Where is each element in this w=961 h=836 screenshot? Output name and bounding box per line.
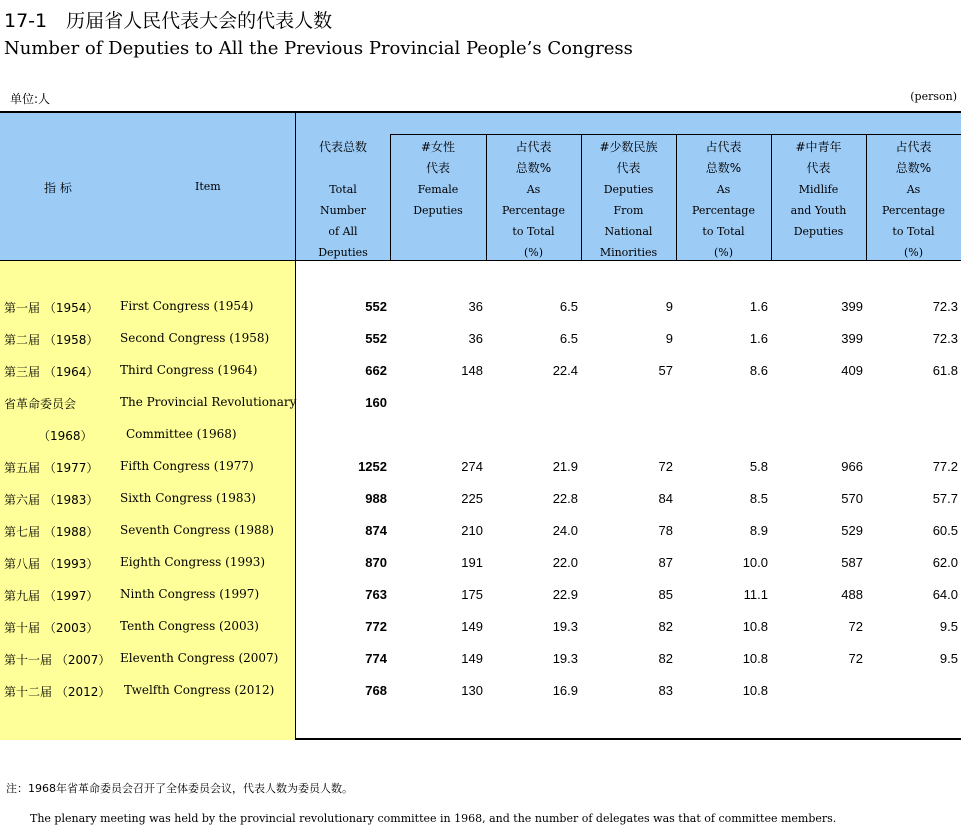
header-indicator-cn: 指 标 (44, 181, 72, 195)
cell-value: 10.0 (742, 555, 768, 570)
column-header-cn: #少数民族 (599, 140, 658, 154)
cell-value: 6.5 (559, 331, 578, 346)
cell-value: 966 (841, 459, 863, 474)
column-header-en: Deputies (413, 204, 463, 217)
cell-value: 57.7 (932, 491, 958, 506)
cell-value: 10.8 (742, 683, 768, 698)
column-header-en: Total (329, 183, 357, 196)
cell-value: 24.0 (552, 523, 578, 538)
column-header-en: to Total (512, 225, 555, 238)
table-row (0, 459, 961, 479)
column-header-en: Deputies (318, 246, 368, 259)
cell-value: 21.9 (552, 459, 578, 474)
column-header-cn: 代表 (806, 161, 831, 175)
column-header-en: to Total (702, 225, 745, 238)
column-header-en: Percentage (692, 204, 755, 217)
cell-value: 774 (365, 651, 387, 666)
column-header-en: Midlife (798, 183, 839, 196)
cell-value: 22.4 (552, 363, 578, 378)
cell-value: 6.5 (559, 299, 578, 314)
row-label-cn: 第六届 （1983） (4, 493, 99, 507)
cell-value: 8.6 (749, 363, 768, 378)
cell-value: 149 (461, 651, 483, 666)
column-header-en: Number (320, 204, 366, 217)
cell-value: 82 (658, 619, 673, 634)
column-header-en: Percentage (882, 204, 945, 217)
table-row (0, 651, 961, 671)
table-row (0, 395, 961, 415)
table-row (0, 683, 961, 703)
cell-value: 9 (665, 299, 673, 314)
table-row (0, 299, 961, 319)
cell-value: 11.1 (743, 587, 768, 602)
column-header-3 (486, 137, 581, 263)
cell-value: 72.3 (932, 331, 958, 346)
page-title-en: Number of Deputies to All the Previous Provincial People’s Congress (4, 38, 633, 59)
column-header-cn: 代表 (616, 161, 641, 175)
column-header-en: (%) (523, 246, 544, 259)
cell-value: 175 (461, 587, 483, 602)
row-label-en: Twelfth Congress (2012) (124, 683, 275, 697)
row-label-en: Sixth Congress (1983) (120, 491, 256, 505)
cell-value: 1.6 (749, 331, 768, 346)
cell-value: 36 (468, 299, 483, 314)
column-header-en: National (604, 225, 653, 238)
table-row (0, 427, 961, 447)
row-label-cn: 第五届 （1977） (4, 461, 99, 475)
cell-value: 85 (658, 587, 673, 602)
cell-value: 62.0 (932, 555, 958, 570)
cell-value: 9 (665, 331, 673, 346)
cell-value: 61.8 (932, 363, 958, 378)
row-label-cn: 第十一届 （2007） (4, 653, 111, 667)
cell-value: 10.8 (742, 651, 768, 666)
cell-value: 82 (658, 651, 673, 666)
column-header-en: As (526, 183, 541, 196)
cell-value: 16.9 (552, 683, 578, 698)
cell-value: 552 (365, 331, 387, 346)
cell-value: 160 (365, 395, 387, 410)
cell-value: 8.9 (749, 523, 768, 538)
cell-value: 870 (365, 555, 387, 570)
row-label-cn: 第十二届 （2012） (4, 685, 111, 699)
footnote-cn: 注：1968年省革命委员会召开了全体委员会议，代表人数为委员人数。 (6, 782, 353, 795)
column-header-en: of All (328, 225, 358, 238)
cell-value: 772 (365, 619, 387, 634)
row-label-cn: 第七届 （1988） (4, 525, 99, 539)
cell-value: 9.5 (939, 619, 958, 634)
row-label-en: Seventh Congress (1988) (120, 523, 274, 537)
cell-value: 19.3 (552, 651, 578, 666)
row-label-en: Eleventh Congress (2007) (120, 651, 279, 665)
cell-value: 225 (461, 491, 483, 506)
cell-value: 587 (841, 555, 863, 570)
cell-value: 72 (848, 619, 863, 634)
row-label-en: Eighth Congress (1993) (120, 555, 266, 569)
column-header-cn: #女性 (420, 140, 456, 154)
row-label-en: Third Congress (1964) (120, 363, 258, 377)
column-header-cn: 代表总数 (318, 140, 367, 154)
row-label-cn: 第九届 （1997） (4, 589, 99, 603)
cell-value: 988 (365, 491, 387, 506)
row-label-en: Committee (1968) (126, 427, 237, 441)
cell-value: 409 (841, 363, 863, 378)
column-header-2 (390, 137, 486, 221)
table-row (0, 331, 961, 351)
cell-value: 22.8 (552, 491, 578, 506)
row-label-en: Fifth Congress (1977) (120, 459, 254, 473)
cell-value: 8.5 (749, 491, 768, 506)
column-header-en: Deputies (793, 225, 844, 238)
column-header-en: Deputies (603, 183, 654, 196)
cell-value: 77.2 (932, 459, 958, 474)
row-label-cn: 第八届 （1993） (4, 557, 99, 571)
cell-value: 149 (461, 619, 483, 634)
row-label-cn: 第二届 （1958） (4, 333, 99, 347)
column-header-6 (771, 137, 866, 242)
cell-value: 5.8 (749, 459, 768, 474)
deputies-table (0, 111, 961, 740)
table-row (0, 587, 961, 607)
cell-value: 662 (365, 363, 387, 378)
row-label-cn: （1968） (38, 429, 93, 443)
column-header-4 (581, 137, 676, 263)
row-label-en: The Provincial Revolutionary (120, 395, 297, 409)
cell-value: 130 (461, 683, 483, 698)
column-header-cn: 总数% (895, 161, 932, 175)
cell-value: 399 (841, 299, 863, 314)
table-row (0, 523, 961, 543)
cell-value: 83 (658, 683, 673, 698)
column-header-en: As (906, 183, 921, 196)
header-item-en: Item (195, 180, 221, 193)
cell-value: 768 (365, 683, 387, 698)
column-header-en: to Total (892, 225, 935, 238)
cell-value: 1.6 (749, 299, 768, 314)
unit-label-cn: 单位:人 (10, 92, 51, 106)
column-header-cn: 代表 (425, 161, 450, 175)
cell-value: 22.9 (552, 587, 578, 602)
column-header-1 (296, 137, 390, 263)
table-row (0, 363, 961, 383)
column-header-cn: 占代表 (895, 140, 932, 154)
cell-value: 210 (461, 523, 483, 538)
column-header-en: From (613, 204, 644, 217)
cell-value: 529 (841, 523, 863, 538)
cell-value: 763 (365, 587, 387, 602)
page-title-cn: 17-1 历届省人民代表大会的代表人数 (4, 10, 333, 32)
row-label-en: Second Congress (1958) (120, 331, 270, 345)
table-row (0, 491, 961, 511)
cell-value: 60.5 (932, 523, 958, 538)
row-label-cn: 第一届 （1954） (4, 301, 99, 315)
column-header-en: Minorities (599, 246, 658, 259)
row-label-en: Ninth Congress (1997) (120, 587, 260, 601)
header-divider (0, 260, 961, 261)
column-header-en: Female (417, 183, 459, 196)
column-header-cn: 占代表 (515, 140, 552, 154)
table-row (0, 555, 961, 575)
cell-value: 488 (841, 587, 863, 602)
cell-value: 22.0 (552, 555, 578, 570)
column-header-en: (%) (713, 246, 734, 259)
row-label-cn: 第三届 （1964） (4, 365, 99, 379)
row-label-en: Tenth Congress (2003) (120, 619, 259, 633)
cell-value: 10.8 (742, 619, 768, 634)
table-row (0, 619, 961, 639)
cell-value: 552 (365, 299, 387, 314)
column-header-en: (%) (903, 246, 924, 259)
cell-value: 874 (365, 523, 387, 538)
cell-value: 57 (658, 363, 673, 378)
cell-value: 87 (658, 555, 673, 570)
footnote-en: The plenary meeting was held by the provincial revolutionary committee in 1968, and the number of delegates was that of committee members. (30, 812, 837, 825)
cell-value: 9.5 (939, 651, 958, 666)
cell-value: 72 (658, 459, 673, 474)
row-label-cn: 第十届 （2003） (4, 621, 99, 635)
row-label-en: First Congress (1954) (120, 299, 254, 313)
cell-value: 64.0 (932, 587, 958, 602)
column-header-en: As (716, 183, 731, 196)
cell-value: 84 (658, 491, 673, 506)
column-header-cn: #中青年 (795, 140, 842, 154)
column-header-cn: 总数% (705, 161, 742, 175)
cell-value: 1252 (358, 459, 387, 474)
cell-value: 19.3 (552, 619, 578, 634)
column-header-5 (676, 137, 771, 263)
cell-value: 78 (658, 523, 673, 538)
cell-value: 72 (848, 651, 863, 666)
row-label-cn: 省革命委员会 (4, 397, 77, 411)
cell-value: 399 (841, 331, 863, 346)
unit-label-en: (person) (910, 90, 957, 103)
column-header-cn: 占代表 (705, 140, 742, 154)
column-header-en: and Youth (790, 204, 847, 217)
cell-value: 148 (461, 363, 483, 378)
cell-value: 36 (468, 331, 483, 346)
cell-value: 570 (841, 491, 863, 506)
cell-value: 274 (461, 459, 483, 474)
column-header-7 (866, 137, 961, 263)
cell-value: 72.3 (932, 299, 958, 314)
column-header-cn: 总数% (515, 161, 552, 175)
column-header-en: Percentage (502, 204, 565, 217)
cell-value: 191 (461, 555, 483, 570)
